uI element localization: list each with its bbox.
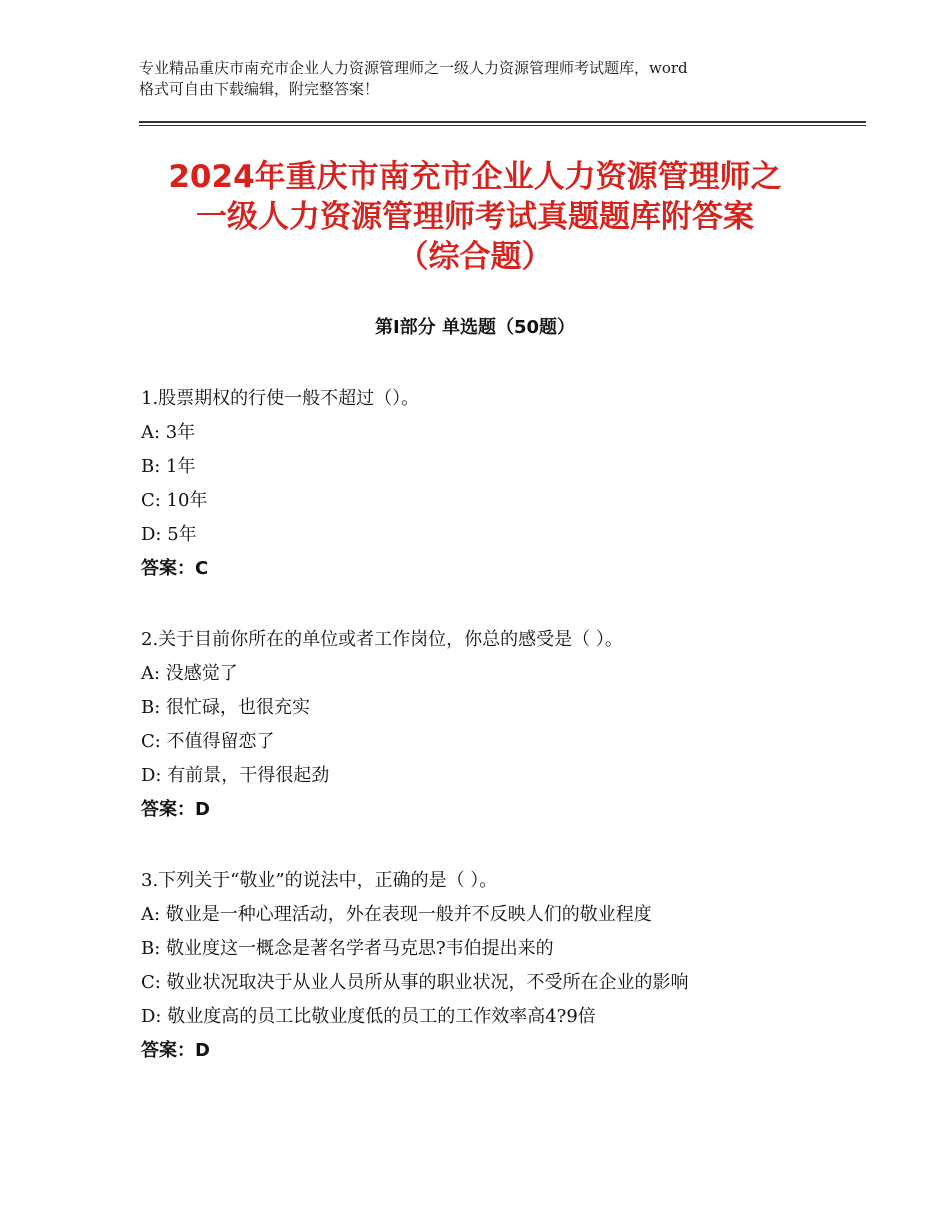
question-3 [141, 864, 841, 1068]
header-divider-thick [139, 121, 866, 123]
question-stem: 3.下列关于“敬业”的说法中，正确的是（ ）。 [141, 870, 498, 891]
option-b: B: 很忙碌，也很充实 [141, 697, 311, 718]
header-note [139, 58, 829, 100]
option-a: A: 没感觉了 [141, 663, 238, 684]
document-title-line-3: （综合题） [397, 239, 553, 275]
option-c: C: 敬业状况取决于从业人员所从事的职业状况，不受所在企业的影响 [141, 972, 689, 993]
option-d: D: 有前景，干得很起劲 [141, 765, 330, 786]
answer: 答案：D [141, 799, 210, 820]
answer: 答案：D [141, 1040, 210, 1061]
question-stem: 1.股票期权的行使一般不超过（）。 [141, 388, 420, 409]
header-divider-thin [139, 125, 866, 126]
option-d: D: 5年 [141, 524, 197, 545]
header-note-line-1: 专业精品重庆市南充市企业人力资源管理师之一级人力资源管理师考试题库，word [139, 59, 688, 77]
option-b: B: 敬业度这一概念是著名学者马克思?韦伯提出来的 [141, 938, 554, 959]
document-title-line-1: 2024年重庆市南充市企业人力资源管理师之 [168, 159, 782, 195]
question-list [141, 382, 841, 1105]
header-note-line-2: 格式可自由下载编辑，附完整答案！ [139, 80, 380, 98]
option-a: A: 3年 [141, 422, 196, 443]
option-c: C: 10年 [141, 490, 208, 511]
section-heading: 第Ⅰ部分 单选题（50题） [374, 317, 575, 338]
answer: 答案：C [141, 558, 209, 579]
question-2 [141, 623, 841, 827]
document-title-line-2: 一级人力资源管理师考试真题题库附答案 [196, 199, 754, 235]
option-a: A: 敬业是一种心理活动，外在表现一般并不反映人们的敬业程度 [141, 904, 652, 925]
option-d: D: 敬业度高的员工比敬业度低的员工的工作效率高4?9倍 [141, 1006, 596, 1027]
option-b: B: 1年 [141, 456, 196, 477]
question-1 [141, 382, 841, 586]
document-title [100, 157, 850, 277]
question-stem: 2.关于目前你所在的单位或者工作岗位，你总的感受是（ ）。 [141, 629, 623, 650]
option-c: C: 不值得留恋了 [141, 731, 275, 752]
